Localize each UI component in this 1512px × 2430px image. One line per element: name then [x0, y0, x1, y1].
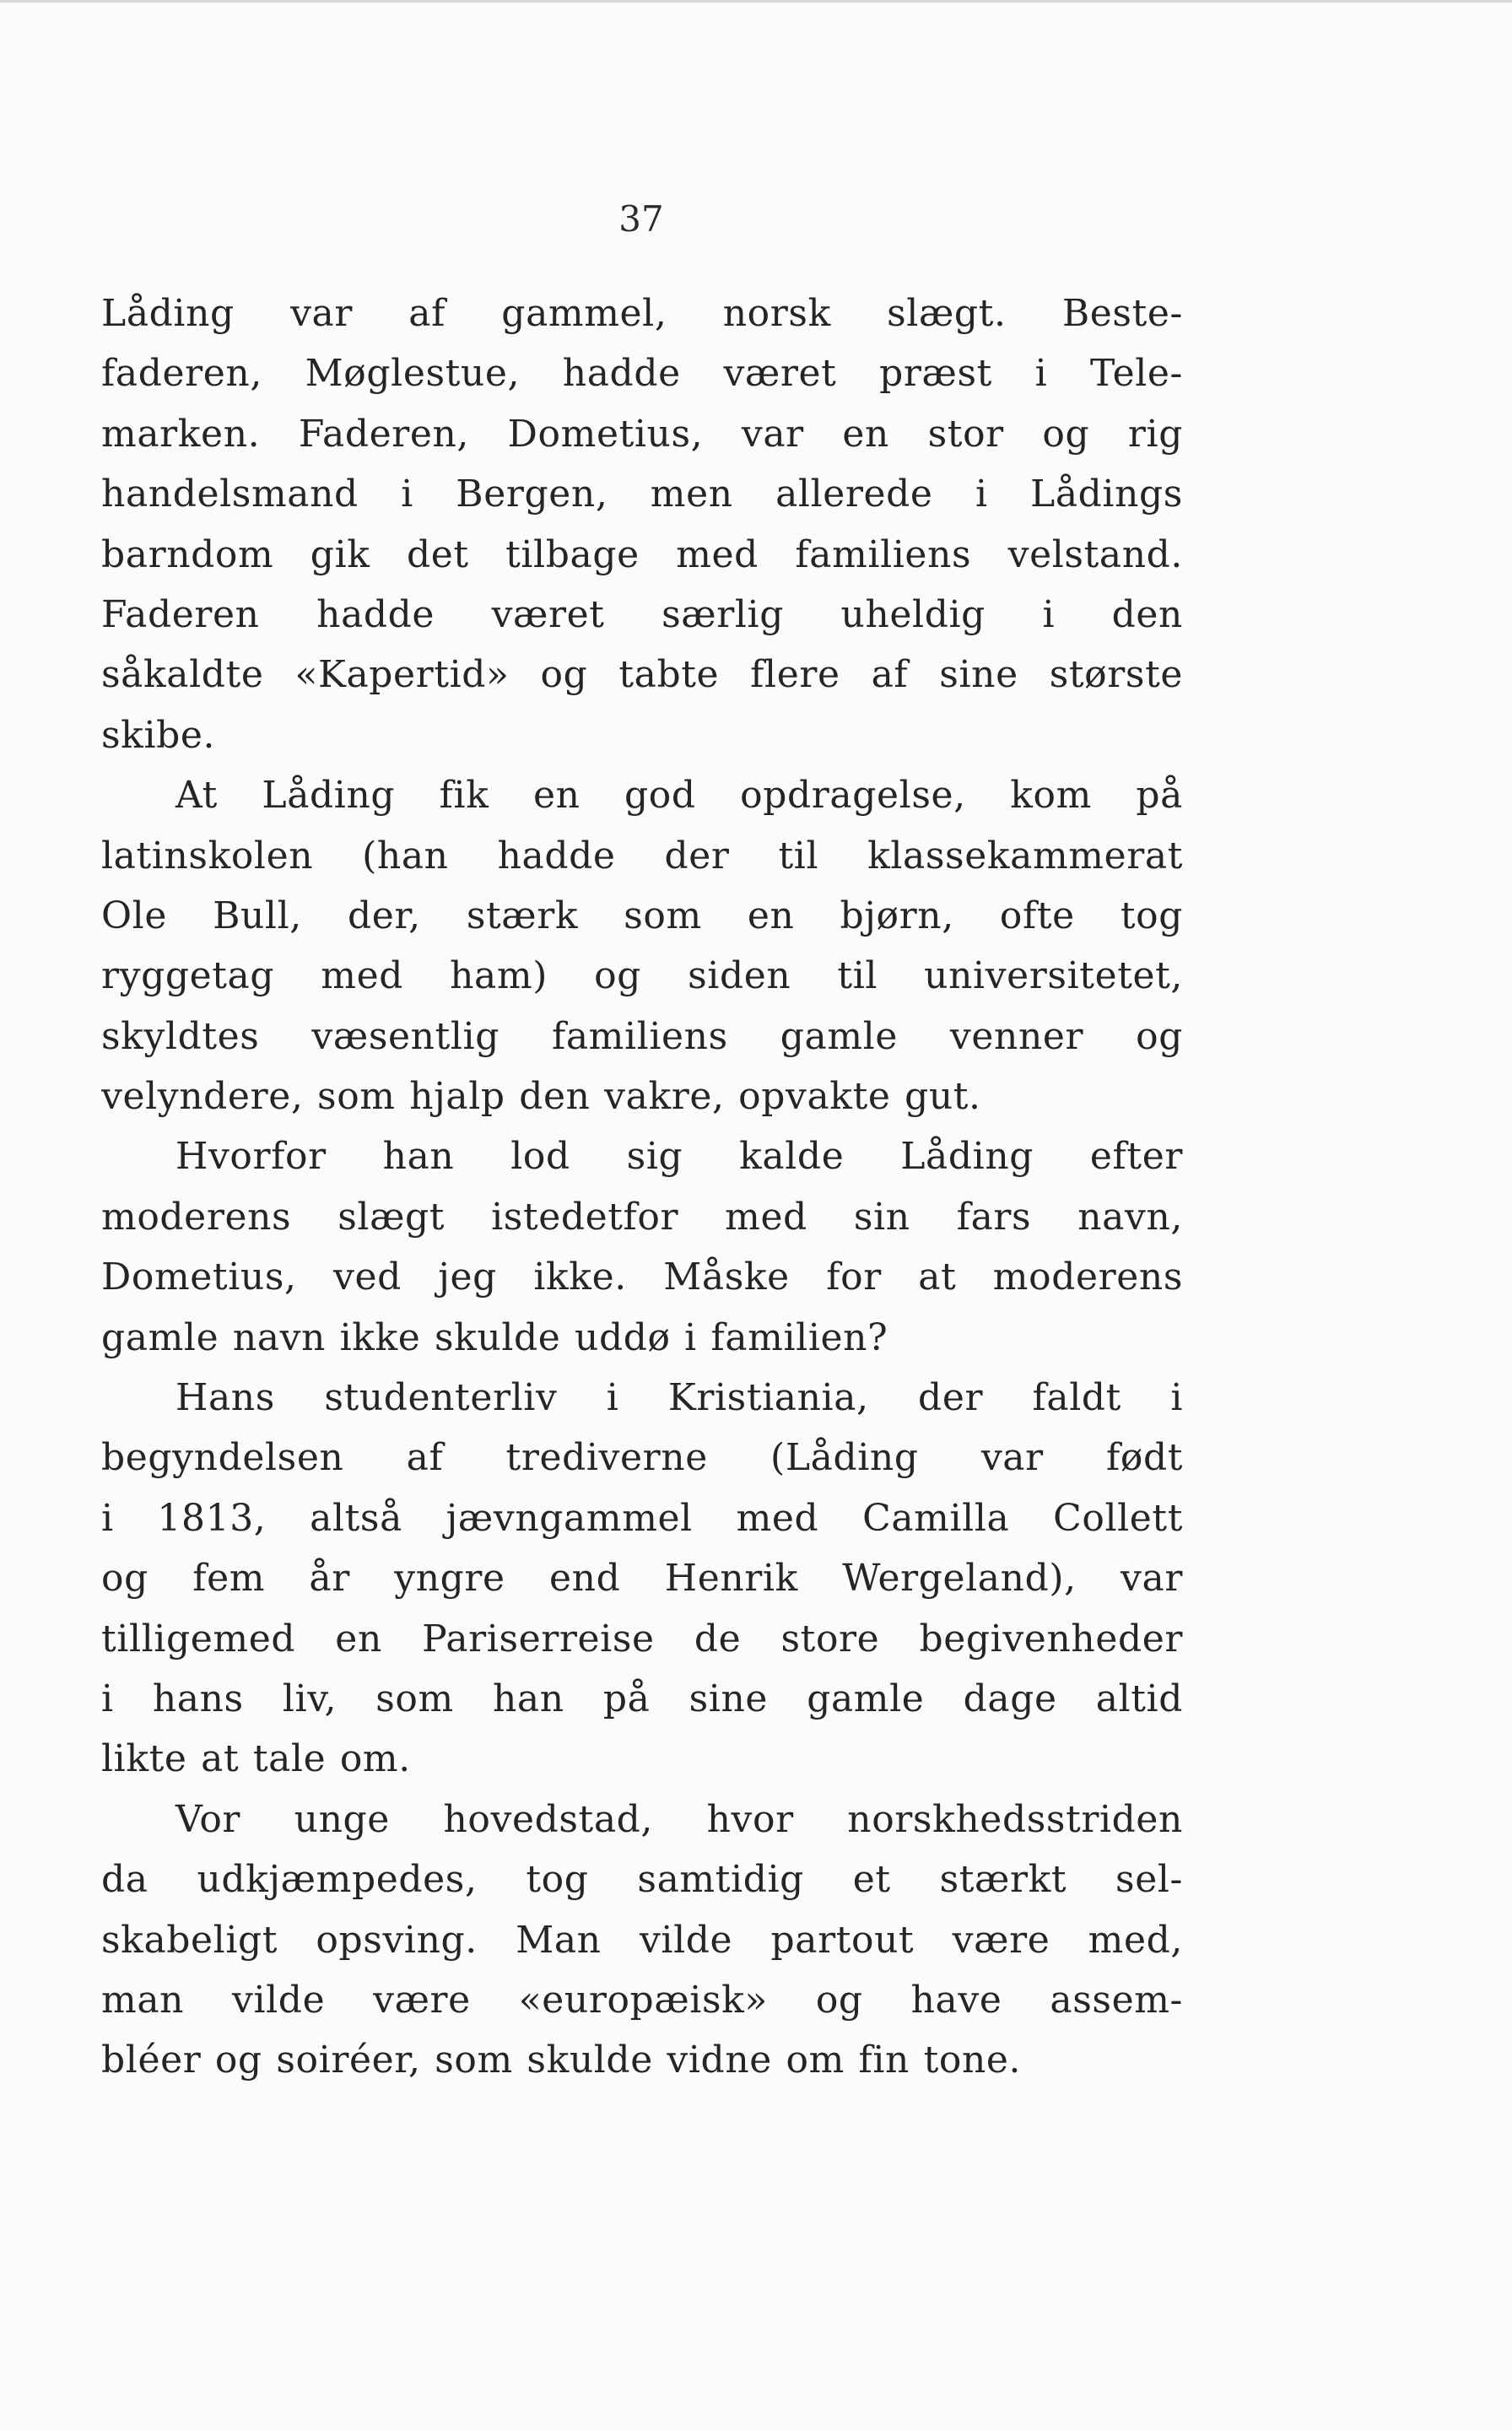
text-line: Dometius, ved jeg ikke. Måske for at moderens: [101, 1256, 1183, 1299]
text-line: gamle navn ikke skulde uddø i familien?: [101, 1315, 888, 1359]
text-line: skibe.: [101, 713, 216, 757]
text-line: tilligemed en Pariserreise de store begivenheder: [101, 1617, 1183, 1660]
page-top-edge: [0, 0, 1512, 3]
text-line: latinskolen (han hadde der til klassekammerat: [101, 834, 1183, 878]
text-line: skyldtes væsentlig familiens gamle venner og: [101, 1014, 1183, 1058]
text-line: Låding var af gammel, norsk slægt. Beste-: [101, 292, 1183, 335]
text-line: likte at tale om.: [101, 1737, 411, 1781]
text-line: Vor unge hovedstad, hvor norskhedsstriden: [176, 1797, 1183, 1841]
text-line: i hans liv, som han på sine gamle dage altid: [101, 1677, 1183, 1720]
text-line: Hvorfor han lod sig kalde Låding efter: [176, 1135, 1183, 1179]
text-line: skabeligt opsving. Man vilde partout være med,: [101, 1918, 1183, 1962]
text-line: Ole Bull, der, stærk som en bjørn, ofte tog: [101, 894, 1183, 937]
text-line: man vilde være «europæisk» og have assem-: [101, 1978, 1183, 2022]
text-line: moderens slægt istedetfor med sin fars navn,: [101, 1195, 1183, 1239]
text-line: faderen, Møglestue, hadde været præst i Tele-: [101, 352, 1183, 396]
text-line: marken. Faderen, Dometius, var en stor og rig: [101, 412, 1183, 456]
text-line: At Låding fik en god opdragelse, kom på: [176, 774, 1183, 818]
text-line: begyndelsen af trediverne (Låding var født: [101, 1436, 1183, 1480]
text-line: Hans studenterliv i Kristiania, der faldt i: [176, 1376, 1183, 1420]
body-text: [101, 284, 1183, 2091]
text-line: Faderen hadde været særlig uheldig i den: [101, 592, 1183, 636]
text-line: handelsmand i Bergen, men allerede i Lådings: [101, 472, 1183, 516]
text-line: velyndere, som hjalp den vakre, opvakte gut.: [101, 1075, 981, 1119]
text-line: og fem år yngre end Henrik Wergeland), var: [101, 1557, 1183, 1601]
text-line: da udkjæmpedes, tog samtidig et stærkt sel-: [101, 1858, 1183, 1902]
text-line: ryggetag med ham) og siden til universitetet,: [101, 954, 1183, 998]
page-number: 37: [618, 198, 664, 240]
text-line: i 1813, altså jævngammel med Camilla Collett: [101, 1496, 1183, 1540]
text-line: bléer og soiréer, som skulde vidne om fin tone.: [101, 2038, 1022, 2082]
text-line: såkaldte «Kapertid» og tabte flere af sine største: [101, 653, 1183, 697]
text-line: barndom gik det tilbage med familiens velstand.: [101, 532, 1183, 576]
